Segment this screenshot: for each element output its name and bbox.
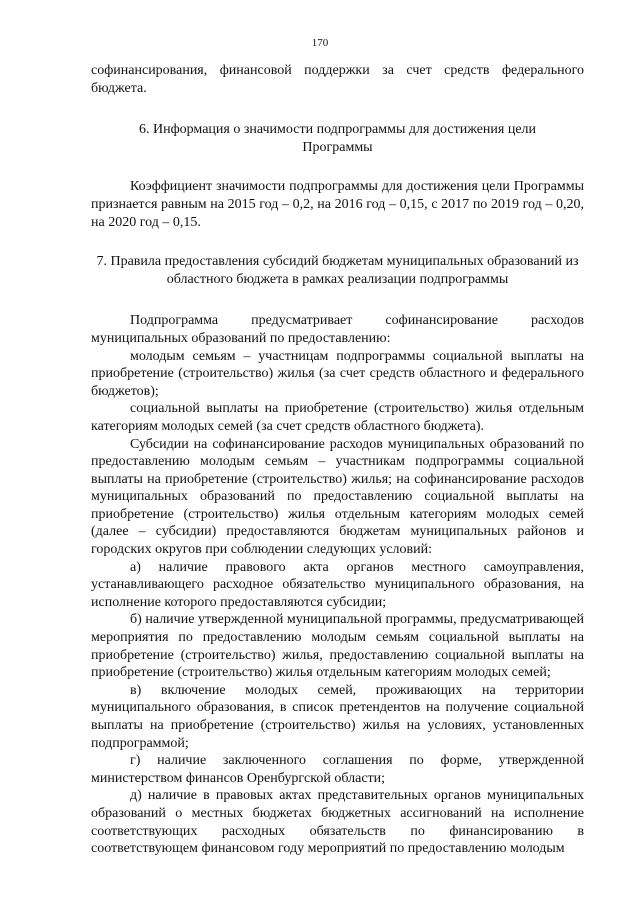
paragraph-list-item-1: молодым семьям – участницам подпрограммы социальной выплаты на приобретение (строительство) жилья (за счет средств областного и федерального бюджетов); — [91, 348, 584, 399]
condition-a: а) наличие правового акта органов местного самоуправления, устанавливающего расходное обязательство муниципального образования, на исполнение которого предоставляются субсидии; — [91, 559, 584, 610]
condition-g: г) наличие заключенного соглашения по форме, утвержденной министерством финансов Оренбургской области; — [91, 753, 584, 786]
section-heading-6: 6. Информация о значимости подпрограммы для достижения цели Программы — [138, 122, 537, 155]
condition-d: д) наличие в правовых актах представительных органов муниципальных образований о местных бюджетах бюджетных ассигнований на исполнение соответствующих расходных обязательств по финансированию в соответствующем финансовом году мероприятий по предоставлению молодым — [91, 788, 584, 857]
section-heading-7: 7. Правила предоставления субсидий бюджетам муниципальных образований из областного бюджета в рамках реализации подпрограммы — [96, 254, 579, 287]
paragraph-cofinancing: Подпрограмма предусматривает софинансирование расходов муниципальных образований по предоставлению: — [91, 313, 584, 346]
paragraph-significance: Коэффициент значимости подпрограммы для достижения цели Программы признается равным на 2015 год – 0,2, на 2016 год – 0,15, с 2017 по 2019 год – 0,20, на 2020 год – 0,15. — [91, 179, 584, 230]
paragraph-continuation: софинансирования, финансовой поддержки за счет средств федерального бюджета. — [91, 63, 584, 96]
condition-v: в) включение молодых семей, проживающих на территории муниципального образования, в список претендентов на получение социальной выплаты на приобретение (строительство) жилья на условиях, установленных подпрограммой; — [91, 682, 584, 751]
page-number: 170 — [311, 37, 329, 49]
paragraph-list-item-2: социальной выплаты на приобретение (строительство) жилья отдельным категориям молодых семей (за счет средств областного бюджета). — [91, 401, 584, 434]
condition-b: б) наличие утвержденной муниципальной программы, предусматривающей мероприятия по предоставлению молодым семьям социальной выплаты на приобретение (строительство) жилья, предоставлению социальной выплаты на приобретение (строительство) жилья отдельным категориям молодых семей; — [91, 612, 584, 681]
document-body — [91, 62, 584, 858]
paragraph-subsidies: Субсидии на софинансирование расходов муниципальных образований по предоставлению молодым семьям – участникам подпрограммы социальной выплаты на приобретение (строительство) жилья; на софинансирование расходов муниципальных образований по предоставлению социальной выплаты на приобретение (строительство) жилья отдельным категориям молодых семей (далее – субсидии) предоставляются бюджетам муниципальных районов и городских округов при соблюдении следующих условий: — [91, 436, 584, 558]
